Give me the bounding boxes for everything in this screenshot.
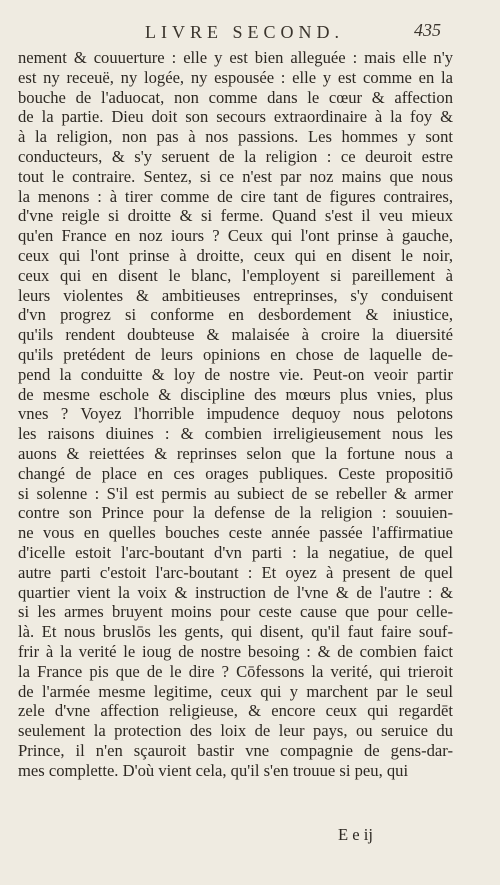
text-line: zele d'vne affection religieuse, & encore ceux qui regardēt (18, 701, 453, 721)
text-line: d'icelle estoit l'arc-boutant d'vn parti : la negatiue, de quel (18, 542, 453, 562)
text-line: contre son Prince pour la defense de la religion : souuien- (18, 503, 453, 523)
text-line: qu'en France en noz iours ? Ceux qui l'ont prinse à gauche, (18, 226, 453, 246)
text-line: ne vous en quelles bouches ceste année passée l'affirmatiue (18, 523, 453, 543)
text-line: est ny receuë, ny logée, ny espousée : elle y est comme en la (18, 67, 453, 87)
text-line: quartier vient la voix & instruction de l'vne & de l'autre : & (18, 582, 453, 602)
text-line: leurs violentes & ambitieuses entreprinses, s'y conduisent (18, 285, 453, 305)
text-line: seulement la protection des loix de leur pays, ou seruice du (18, 721, 453, 741)
text-line: Prince, il n'en sçauroit bastir vne compagnie de gens-dar- (18, 740, 453, 760)
text-line: la France pis que de le dire ? Cōfessons la verité, qui trieroit (18, 661, 453, 681)
page-number: 435 (414, 20, 441, 40)
text-line: conducteurs, & s'y seruent de la religion : ce deuroit estre (18, 146, 453, 166)
text-line: qu'ils pretédent de leurs opinions en chose de laquelle de- (18, 344, 453, 364)
page-header (0, 22, 500, 44)
running-head: LIVRE SECOND. (145, 22, 344, 42)
text-line: autre parti c'estoit l'arc-boutant : Et oyez à present de quel (18, 562, 453, 582)
text-line: de la partie. Dieu doit son secours extraordinaire à la foy & (18, 107, 453, 127)
signature-mark: E e ij (338, 825, 374, 844)
text-line: de l'armée mesme legitime, ceux qui y marchent par le seul (18, 681, 453, 701)
body-text (18, 48, 453, 780)
text-line: d'vne reigle si droitte & si ferme. Quand s'est il veu mieux (18, 206, 453, 226)
text-line: ceux qui en disent le blanc, l'employent si pareillement à (18, 265, 453, 285)
text-line: vnes ? Voyez l'horrible impudence dequoy nous pelotons (18, 404, 453, 424)
text-line: pend la conduitte & loy de nostre vie. Peut-on veoir partir (18, 364, 453, 384)
text-line: à la religion, non pas à nos passions. Les hommes y sont (18, 127, 453, 147)
text-line: si les armes bruyent moins pour ceste cause que pour celle- (18, 602, 453, 622)
text-line: si solenne : S'il est permis au subiect de se rebeller & armer (18, 483, 453, 503)
text-line: nement & couuerture : elle y est bien alleguée : mais elle n'y (18, 48, 453, 67)
text-line: changé de place en ces orages publiques. Ceste propositiō (18, 463, 453, 483)
text-line: bouche de l'aduocat, non comme dans le cœur & affection (18, 87, 453, 107)
text-line: ceux qui l'ont prinse à droitte, ceux qui en disent le noir, (18, 245, 453, 265)
text-line: la menons : à tirer comme de cire tant de figures contraires, (18, 186, 453, 206)
text-line: les raisons diuines : & combien irreligieusement nous les (18, 424, 453, 444)
text-line: auons & reiettées & reprinses selon que la fortune nous a (18, 443, 453, 463)
text-line: de mesme eschole & discipline des mœurs plus vnies, plus (18, 384, 453, 404)
text-line: qu'ils rendent doubteuse & malaisée à croire la diuersité (18, 325, 453, 345)
text-line: mes complette. D'où vient cela, qu'il s'en trouue si peu, qui (18, 760, 409, 780)
text-line: frir à la verité le ioug de nostre besoing : & de combien faict (18, 641, 453, 661)
text-line: là. Et nous bruslōs les gents, qui disent, qu'il faut faire souf- (18, 622, 453, 642)
text-line: d'vn progrez si conforme en desbordement & iniustice, (18, 305, 453, 325)
text-line: tout le contraire. Sentez, si ce n'est par noz mains que nous (18, 166, 453, 186)
